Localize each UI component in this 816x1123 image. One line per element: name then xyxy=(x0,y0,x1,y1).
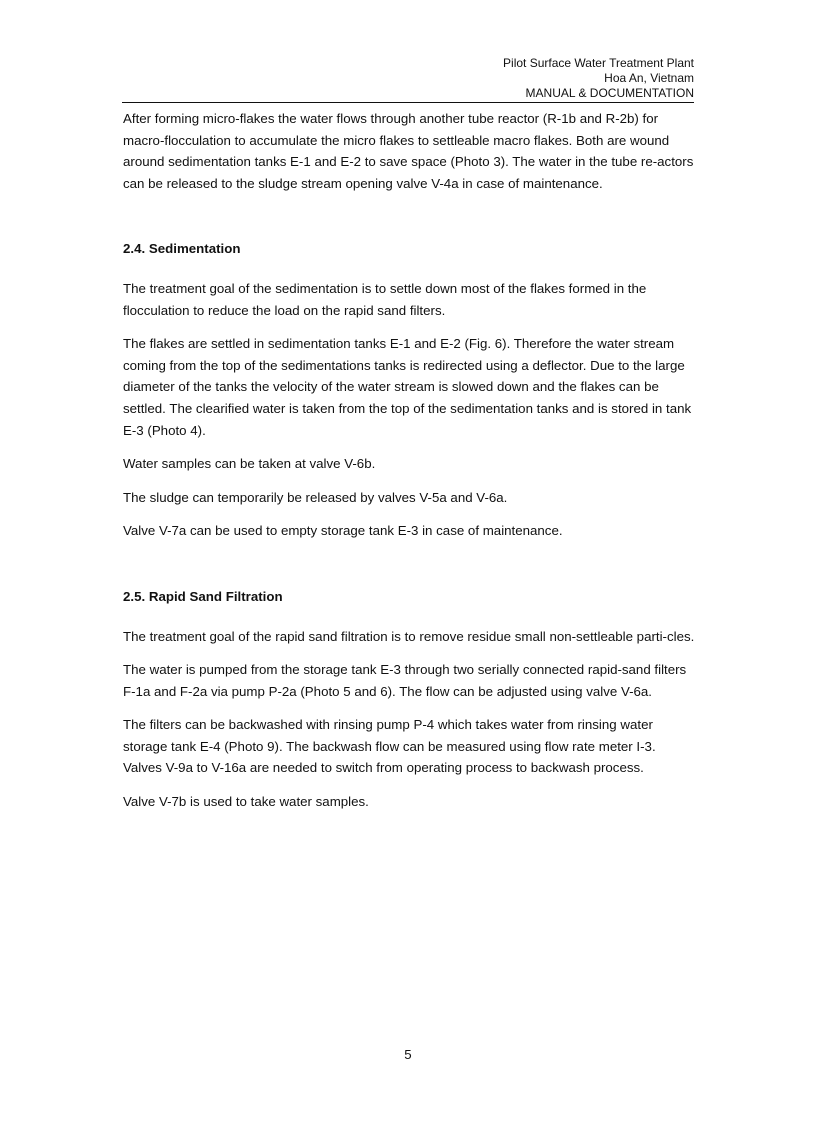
page-footer xyxy=(0,1047,816,1062)
header-title: Pilot Surface Water Treatment Plant xyxy=(503,56,694,70)
header-subtitle: MANUAL & DOCUMENTATION xyxy=(525,86,694,100)
paragraph: The flakes are settled in sedimentation tanks E-1 and E-2 (Fig. 6). Therefore the water stream coming from the top of the sedimentations tanks is redirected using a deflector. Due to the large diameter of the tanks the velocity of the water stream is slowed down and the flakes can be settled. The clearified water is taken from the top of the sedimentation tanks and is stored in tank E-3 (Photo 4). xyxy=(123,336,692,438)
section-heading-sedimentation: 2.4. Sedimentation xyxy=(123,241,241,257)
intro-paragraph: After forming micro-flakes the water flows through another tube reactor (R-1b and R-2b) for macro-flocculation to accumulate the micro flakes to settleable macro flakes. Both are wound around sedimentation tanks E-1 and E-2 to save space (Photo 3). The water in the tube re-actors can be released to the sludge stream opening valve V-4a in case of maintenance. xyxy=(123,111,694,191)
paragraph: The treatment goal of the rapid sand filtration is to remove residue small non-settleable parti-cles. xyxy=(123,628,695,644)
paragraph: The treatment goal of the sedimentation is to settle down most of the flakes formed in the flocculation to reduce the load on the rapid sand filters. xyxy=(123,280,647,318)
paragraph: Valve V-7b is used to take water samples. xyxy=(123,794,369,810)
header-location: Hoa An, Vietnam xyxy=(604,71,694,85)
page-header xyxy=(122,56,694,103)
paragraph: Valve V-7a can be used to empty storage tank E-3 in case of maintenance. xyxy=(123,523,563,539)
paragraph: The water is pumped from the storage tank E-3 through two serially connected rapid-sand filters F-1a and F-2a via pump P-2a (Photo 5 and 6). The flow can be adjusted using valve V-6a. xyxy=(123,662,687,699)
page-body xyxy=(123,108,695,825)
paragraph: The filters can be backwashed with rinsing pump P-4 which takes water from rinsing water storage tank E-4 (Photo 9). The backwash flow can be measured using flow rate meter I-3. Valves V-9a to V-16a are needed to switch from operating process to backwash process. xyxy=(123,717,656,776)
paragraph: The sludge can temporarily be released by valves V-5a and V-6a. xyxy=(123,489,508,505)
page-number: 5 xyxy=(404,1047,412,1062)
section-heading-rapid-sand-filtration: 2.5. Rapid Sand Filtration xyxy=(123,588,283,604)
paragraph: Water samples can be taken at valve V-6b. xyxy=(123,456,376,472)
